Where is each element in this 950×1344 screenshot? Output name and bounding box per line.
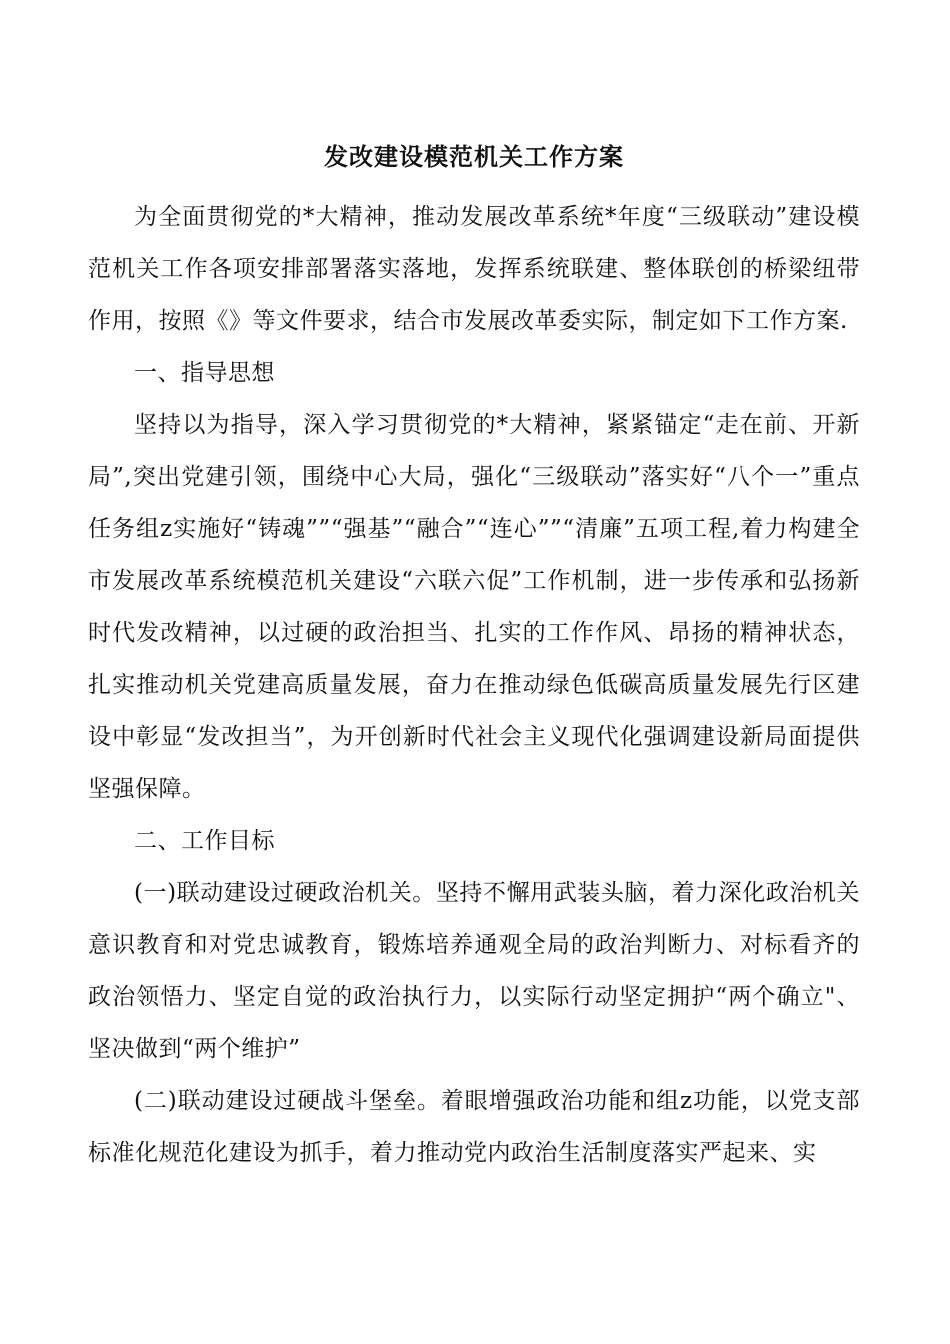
document-body: [88, 134, 860, 1179]
guiding-ideology-paragraph: 坚持以为指导，深入学习贯彻党的*大精神，紧紧锚定“走在前、开新局”,突出党建引领，围绕中心大局，强化“三级联动”落实好“八个一”重点任务组z实施好“铸魂””“强基”“融合”“连心””“清廉”五项工程,着力构建全市发展改革系统模范机关建设“六联六促”工作机制，进一步传承和弘扬新时代发改精神，以过硬的政治担当、扎实的工作作风、昂扬的精神状态，扎实推动机关党建高质量发展，奋力在推动绿色低碳高质量发展先行区建设中彰显“发改担当”，为开创新时代社会主义现代化强调建设新局面提供坚强保障。: [88, 412, 860, 802]
intro-paragraph: 为全面贯彻党的*大精神，推动发展改革系统*年度“三级联动”建设模范机关工作各项安排部署落实落地，发挥系统联建、整体联创的桥梁纽带作用，按照《》等文件要求，结合市发展改革委实际，制定如下工作方案.: [88, 204, 860, 334]
goal-2-paragraph: (二)联动建设过硬战斗堡垒。着眼增强政治功能和组z功能，以党支部标准化规范化建设为抓手，着力推动党内政治生活制度落实严起来、实: [88, 1088, 860, 1166]
goal-1-paragraph: (一)联动建设过硬政治机关。坚持不懈用武装头脑，着力深化政治机关意识教育和对党忠诚教育，锻炼培养通观全局的政治判断力、对标看齐的政治领悟力、坚定自觉的政治执行力，以实际行动坚定拥护“两个确立"、坚决做到“两个维护”: [88, 880, 860, 1062]
section-heading-work-goals: 二、工作目标: [134, 828, 275, 854]
document-title: 发改建设模范机关工作方案: [324, 142, 624, 171]
section-heading-guiding-ideology: 一、指导思想: [134, 360, 275, 386]
